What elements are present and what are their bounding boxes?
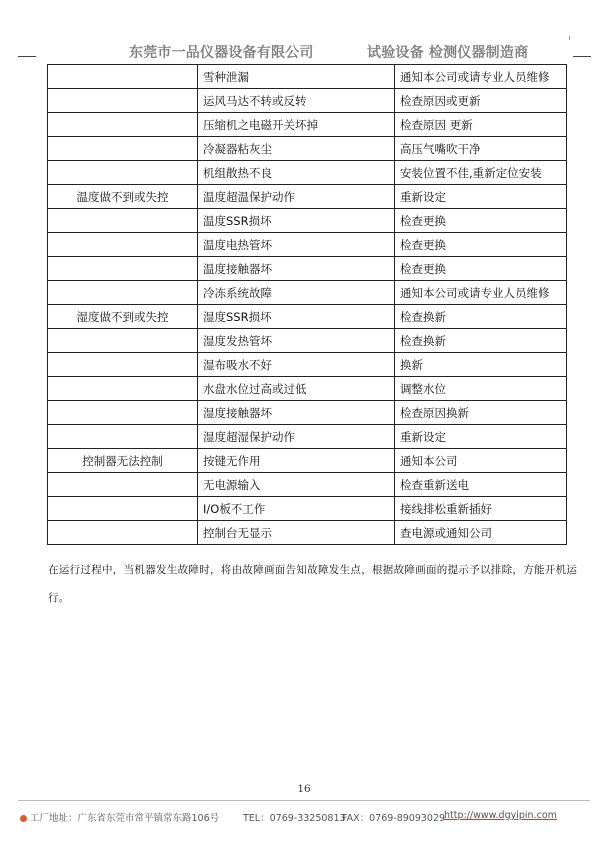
fault-remedy-cell: 换新	[395, 353, 567, 377]
fault-remedy-cell: 检查原因换新	[395, 401, 567, 425]
fault-category-cell	[48, 329, 198, 353]
fault-cause-cell: I/O板不工作	[198, 497, 395, 521]
table-row	[48, 281, 567, 305]
fault-remedy-cell: 检查换新	[395, 305, 567, 329]
table-row	[48, 161, 567, 185]
fault-remedy-cell: 检查原因 更新	[395, 113, 567, 137]
fault-cause-cell: 温度电热管坏	[198, 233, 395, 257]
footer-tel-label: TEL：	[243, 813, 270, 824]
fault-category-cell	[48, 137, 198, 161]
fault-remedy-cell: 检查更换	[395, 209, 567, 233]
fault-remedy-cell: 重新设定	[395, 425, 567, 449]
header-company-name: 东莞市一品仪器设备有限公司	[129, 45, 314, 61]
table-row	[48, 185, 567, 209]
fault-cause-cell: 湿度超湿保护动作	[198, 425, 395, 449]
page-number: 16	[297, 783, 311, 795]
footer-tel-value: 0769-33250813	[269, 813, 346, 824]
header-corner-mark	[569, 36, 570, 40]
fault-category-cell	[48, 233, 198, 257]
fault-cause-cell: 雪种泄漏	[198, 65, 395, 89]
header-rule-right	[573, 56, 591, 57]
footer-fax-label: FAX：	[342, 813, 370, 824]
footer-fax	[342, 810, 445, 824]
fault-table	[47, 64, 567, 545]
fault-cause-cell: 温度接触器坏	[198, 257, 395, 281]
fault-remedy-cell: 检查重新送电	[395, 473, 567, 497]
page-footer	[20, 810, 600, 826]
header-rule-left	[18, 56, 36, 57]
table-row	[48, 89, 567, 113]
fault-remedy-cell: 重新设定	[395, 185, 567, 209]
table-row	[48, 209, 567, 233]
fault-cause-cell: 水盘水位过高或过低	[198, 377, 395, 401]
table-row	[48, 377, 567, 401]
table-row	[48, 329, 567, 353]
fault-cause-cell: 控制台无显示	[198, 521, 395, 545]
fault-cause-cell: 冷冻系统故障	[198, 281, 395, 305]
fault-cause-cell: 温度超温保护动作	[198, 185, 395, 209]
operation-note: 在运行过程中，当机器发生故障时，将由故障画面告知故障发生点，根据故障画面的提示予以排除，方能开机运行。	[48, 563, 578, 604]
fault-remedy-cell: 通知本公司	[395, 449, 567, 473]
fault-category-cell	[48, 89, 198, 113]
fault-category-cell	[48, 521, 198, 545]
fault-remedy-cell: 调整水位	[395, 377, 567, 401]
page-header	[0, 36, 608, 66]
footer-address-label: 工厂地址	[30, 813, 69, 824]
table-row	[48, 497, 567, 521]
table-row	[48, 65, 567, 89]
fault-cause-cell: 压缩机之电磁开关坏掉	[198, 113, 395, 137]
fault-remedy-cell: 检查原因或更新	[395, 89, 567, 113]
footer-fax-value: 0769-89093029	[369, 813, 446, 824]
fault-cause-cell: 湿度SSR损坏	[198, 305, 395, 329]
table-row	[48, 233, 567, 257]
fault-remedy-cell: 接线排松重新插好	[395, 497, 567, 521]
footer-tel	[243, 810, 346, 824]
fault-category-cell	[48, 497, 198, 521]
fault-category-cell	[48, 161, 198, 185]
table-row	[48, 425, 567, 449]
table-row	[48, 113, 567, 137]
fault-category-cell	[48, 353, 198, 377]
table-row	[48, 521, 567, 545]
fault-cause-cell: 湿布吸水不好	[198, 353, 395, 377]
table-row	[48, 449, 567, 473]
footer-rule	[18, 800, 590, 801]
fault-cause-cell: 湿度接触器坏	[198, 401, 395, 425]
fault-category-cell	[48, 209, 198, 233]
footer-address	[20, 810, 219, 824]
footer-website-link[interactable]: http://www.dgyipin.com	[444, 810, 557, 821]
fault-category-cell	[48, 113, 198, 137]
table-row	[48, 257, 567, 281]
table-row	[48, 401, 567, 425]
footer-address-value: ：广东省东莞市常平镇常东路106号	[68, 813, 220, 824]
fault-cause-cell: 机组散热不良	[198, 161, 395, 185]
fault-category-cell	[48, 425, 198, 449]
fault-cause-cell: 无电源输入	[198, 473, 395, 497]
table-row	[48, 473, 567, 497]
fault-remedy-cell: 通知本公司或请专业人员维修	[395, 65, 567, 89]
fault-category-cell	[48, 473, 198, 497]
fault-category-cell	[48, 401, 198, 425]
fault-remedy-cell: 高压气嘴吹干净	[395, 137, 567, 161]
fault-remedy-cell: 检查更换	[395, 257, 567, 281]
fault-category-cell	[48, 65, 198, 89]
fault-cause-cell: 温度SSR损坏	[198, 209, 395, 233]
fault-category-cell: 湿度做不到或失控	[48, 305, 198, 329]
fault-remedy-cell: 检查换新	[395, 329, 567, 353]
fault-cause-cell: 湿度发热管坏	[198, 329, 395, 353]
header-slogan: 试验设备 检测仪器制造商	[367, 45, 529, 61]
fault-cause-cell: 冷凝器粘灰尘	[198, 137, 395, 161]
fault-remedy-cell: 查电源或通知公司	[395, 521, 567, 545]
fault-category-cell: 控制器无法控制	[48, 449, 198, 473]
fault-category-cell	[48, 377, 198, 401]
fault-category-cell: 温度做不到或失控	[48, 185, 198, 209]
fault-remedy-cell: 通知本公司或请专业人员维修	[395, 281, 567, 305]
table-row	[48, 137, 567, 161]
fault-cause-cell: 按键无作用	[198, 449, 395, 473]
fault-remedy-cell: 检查更换	[395, 233, 567, 257]
fault-category-cell	[48, 281, 198, 305]
bullet-dot-icon	[20, 815, 27, 822]
table-row	[48, 353, 567, 377]
table-row	[48, 305, 567, 329]
fault-remedy-cell: 安装位置不佳,重新定位安装	[395, 161, 567, 185]
fault-category-cell	[48, 257, 198, 281]
fault-cause-cell: 运风马达不转或反转	[198, 89, 395, 113]
